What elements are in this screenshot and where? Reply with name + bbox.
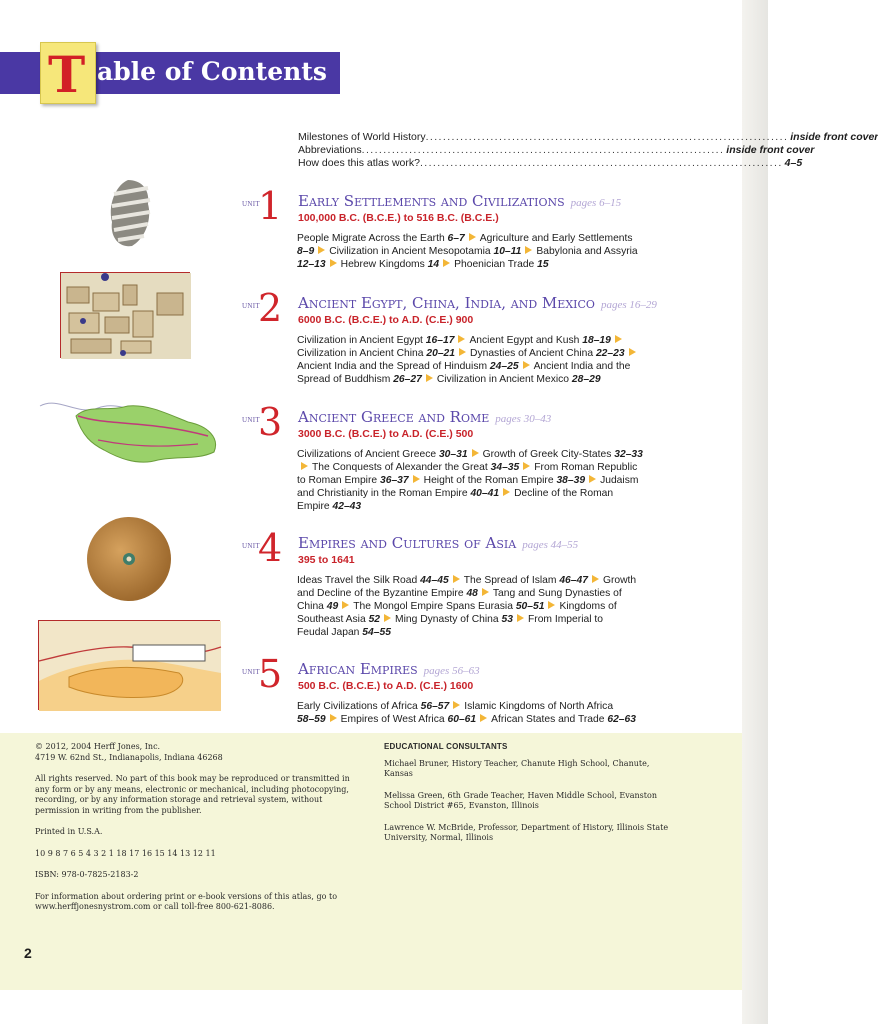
arrow-icon (413, 475, 420, 483)
unit-title[interactable] (298, 294, 657, 312)
arrow-icon (330, 259, 337, 267)
consultant-entry: Michael Bruner, History Teacher, Chanute High School, Chanute, Kansas (384, 758, 650, 778)
unit-title-text: Early Settlements and Civilizations (298, 192, 565, 210)
arrow-icon (523, 462, 530, 470)
unit-dates: 3000 B.C. (B.C.E.) to A.D. (C.E.) 500 (298, 428, 474, 440)
unit-title[interactable] (298, 408, 551, 426)
arrow-icon (523, 361, 530, 369)
arrow-icon (453, 701, 460, 709)
arrow-icon (458, 335, 465, 343)
leader-dots: .................................................................................... (419, 157, 783, 169)
macedonian-empire-map-image (38, 386, 222, 486)
arrow-icon (384, 614, 391, 622)
unit-number: 1 (258, 184, 283, 228)
front-matter-label: Milestones of World History (298, 131, 426, 143)
arrow-icon (589, 475, 596, 483)
bronze-coin-image (86, 516, 172, 602)
publisher-address: 4719 W. 62nd St., Indianapolis, Indiana 46268 (35, 752, 223, 762)
unit-label: UNIT (242, 668, 260, 676)
unit-title-text: Ancient Egypt, China, India, and Mexico (298, 294, 595, 312)
unit-title[interactable] (298, 660, 480, 678)
arrow-icon (503, 488, 510, 496)
unit-lessons: Civilizations of Ancient Greece 30–31 Growth of Greek City-States 32–33 The Conquests of Alexander the Great 34–35 From Roman Republic to Roman Empire 36–37 Height of the Roman Empire 38–39 Judaism and Christianity in the Roman Empire 40–41 Decline of the Roman Empire 42–43 (297, 449, 643, 512)
unit-label: UNIT (242, 302, 260, 310)
unit-pages: pages 56–63 (423, 665, 480, 677)
arrow-icon (615, 335, 622, 343)
unit-number: 3 (258, 400, 283, 444)
sahara-mali-empire-map-image (38, 620, 220, 710)
unit-dates: 6000 B.C. (B.C.E.) to A.D. (C.E.) 900 (298, 314, 474, 326)
unit-pages: pages 30–43 (495, 413, 552, 425)
unit-pages: pages 16–29 (600, 299, 657, 311)
front-matter-page: inside front cover (726, 144, 815, 156)
unit-dates: 100,000 B.C. (B.C.E.) to 516 B.C. (B.C.E.) (298, 212, 499, 224)
unit-lessons: People Migrate Across the Earth 6–7 Agriculture and Early Settlements 8–9 Civilization in Ancient Mesopotamia 10–11 Babylonia and Assyria 12–13 Hebrew Kingdoms 14 Phoenician Trade 15 (297, 233, 638, 270)
unit-label: UNIT (242, 542, 260, 550)
arrow-icon (482, 588, 489, 596)
unit-title-text: Empires and Cultures of Asia (298, 534, 517, 552)
unit-number: 2 (258, 286, 283, 330)
front-matter-row[interactable] (298, 144, 815, 157)
unit-pages: pages 44–55 (522, 539, 579, 551)
unit-title-text: Ancient Greece and Rome (298, 408, 490, 426)
front-matter-list (298, 131, 878, 170)
arrow-icon (517, 614, 524, 622)
arrow-icon (592, 575, 599, 583)
front-matter-page: inside front cover (790, 131, 878, 143)
copyright-line: © 2012, 2004 Herff Jones, Inc. (35, 742, 161, 751)
front-matter-label: How does this atlas work? (298, 157, 420, 169)
arrow-icon (459, 348, 466, 356)
unit-number: 4 (258, 526, 283, 570)
consultant-entry: Melissa Green, 6th Grade Teacher, Haven Middle School, Evanston School District #65, Evanston, Illinois (384, 790, 657, 810)
unit-title-text: African Empires (298, 660, 418, 678)
page-number: 2 (24, 945, 32, 961)
ancient-city-map-image (60, 272, 190, 358)
arrow-icon (469, 233, 476, 241)
arrow-icon (629, 348, 636, 356)
unit-title[interactable] (298, 534, 578, 552)
unit-lessons: Ideas Travel the Silk Road 44–45 The Spread of Islam 46–47 Growth and Decline of the Byzantine Empire 48 Tang and Sung Dynasties of China 49 The Mongol Empire Spans Eurasia 50–51 Kingdoms of Southeast Asia 52 Ming Dynasty of China 53 From Imperial to Feudal Japan 54–55 (297, 575, 637, 638)
ordering-info: For information about ordering print or e-book versions of this atlas, go to www.herffjonesnystrom.com or call toll-free 800-621-8086. (35, 891, 338, 911)
arrow-icon (472, 449, 479, 457)
title-initial-letter: T (48, 45, 86, 104)
printing-numbers: 10 9 8 7 6 5 4 3 2 1 18 17 16 15 14 13 12 11 (35, 848, 216, 858)
unit-pages: pages 6–15 (570, 197, 622, 209)
unit-dates: 395 to 1641 (298, 554, 355, 566)
consultant-entry: Lawrence W. McBride, Professor, Department of History, Illinois State University, Normal, Illinois (384, 822, 669, 842)
unit-lessons: Civilization in Ancient Egypt 16–17 Ancient Egypt and Kush 18–19 Civilization in Ancient China 20–21 Dynasties of Ancient China 22–23 Ancient India and the Spread of Hinduism 24–25 Ancient India and the Spread of Buddhism 26–27 Civilization in Ancient Mexico 28–29 (297, 334, 707, 386)
arrow-icon (548, 601, 555, 609)
copyright-block (35, 742, 365, 924)
leader-dots: .................................................................................... (425, 131, 789, 143)
arrow-icon (453, 575, 460, 583)
stone-artifact-image (108, 178, 152, 248)
consultants-block (384, 742, 674, 855)
front-matter-label: Abbreviations (298, 144, 362, 156)
unit-label: UNIT (242, 416, 260, 424)
page-title: able of Contents (97, 57, 327, 86)
rights-statement: All rights reserved. No part of this book may be reproduced or transmitted in any form or by any means, electronic or mechanical, including photocopying, recording, or by any information storage and retrieval system, without permission in writing from the publisher. (35, 774, 350, 815)
title-initial-tile (40, 42, 96, 104)
leader-dots: .................................................................................... (361, 144, 725, 156)
arrow-icon (480, 714, 487, 722)
front-matter-row[interactable] (298, 131, 878, 144)
front-matter-page: 4–5 (784, 157, 803, 169)
arrow-icon (443, 259, 450, 267)
printed-in: Printed in U.S.A. (35, 827, 103, 836)
unit-number: 5 (258, 652, 283, 696)
unit-dates: 500 B.C. (B.C.E.) to A.D. (C.E.) 1600 (298, 680, 474, 692)
arrow-icon (330, 714, 337, 722)
arrow-icon (318, 246, 325, 254)
arrow-icon (525, 246, 532, 254)
arrow-icon (342, 601, 349, 609)
unit-lessons: Early Civilizations of Africa 56–57 Islamic Kingdoms of North Africa 58–59 Empires of West Africa 60–61 African States and Trade 62–63 (297, 701, 636, 725)
isbn: ISBN: 978-0-7825-2183-2 (35, 870, 139, 879)
arrow-icon (426, 374, 433, 382)
unit-label: UNIT (242, 200, 260, 208)
consultants-heading: EDUCATIONAL CONSULTANTS (384, 742, 508, 751)
front-matter-row[interactable] (298, 157, 803, 170)
unit-title[interactable] (298, 192, 621, 210)
arrow-icon (301, 462, 308, 470)
